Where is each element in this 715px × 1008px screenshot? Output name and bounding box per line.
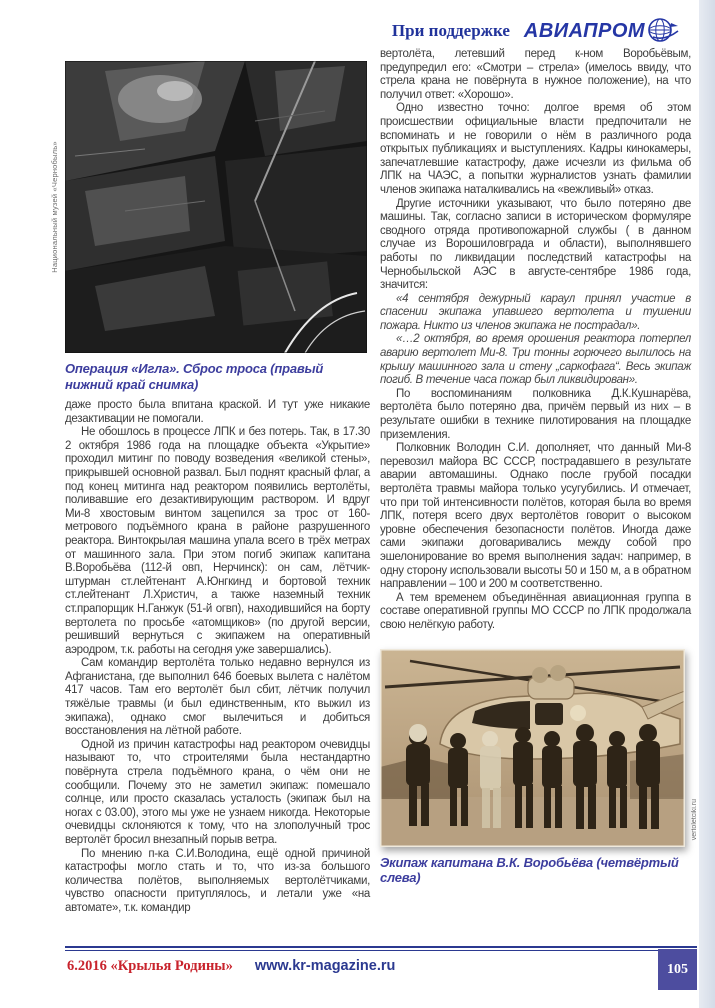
right-column bbox=[380, 48, 698, 916]
aviaprom-logo bbox=[524, 16, 679, 46]
page-header bbox=[380, 16, 691, 46]
aerial-photo-image bbox=[65, 61, 367, 353]
paragraph: Полковник Володин С.И. дополняет, что данный Ми-8 перевозил майора ВС СССР, пострадавшего в результате аварии автомашины. Однако после грубой посадки вертолёта травмы майора только усугубились. И отмечает, что при той интенсивности полётов, которая была во время ЛПК, потеря всего двух вертолётов говорит о высоком уровне обеспечения безопасности полётов. Иногда даже сами экипажи договаривались между собой про эшелонирование во время выполнения задач: например, в одну сторону использовали высоты 50 и 150 м, а в обратном направлении – 100 и 200 м соответственно. bbox=[380, 442, 691, 591]
photo-credit-right: vertoletciki.ru bbox=[691, 799, 698, 841]
paragraph: Сам командир вертолёта только недавно вернулся из Афганистана, где выполнил 646 боевых вылета с налётом 417 часов. Там его вертолёт был сбит, лётчик получил тяжёлые травмы (и был единственным, кто выжил из экипажа), однако смог вылечиться и добиться восстановления на лётной работе. bbox=[65, 657, 370, 738]
photo-crew-helicopter bbox=[380, 649, 698, 847]
paragraph: даже просто была впитана краской. И тут уже никакие дезактивации не помогали. bbox=[65, 399, 370, 425]
page-number-badge: 105 bbox=[658, 949, 697, 990]
caption-bottom-photo: Экипаж капитана В.К. Воробьёва (четвёртый слева) bbox=[380, 854, 679, 886]
footer bbox=[67, 958, 395, 975]
paragraph: вертолёта, летевший перед к-ном Воробьёвым, предупредил его: «Смотри – стрела» (имелось ввиду, что стрела крана не повёрнута в нужное положение), на что получил ответ: «Хорошо». bbox=[380, 48, 691, 101]
photo-credit-left: Национальный музей «Чернобыль» bbox=[50, 141, 59, 273]
page-edge-strip bbox=[699, 0, 715, 1008]
footer-divider bbox=[65, 946, 697, 951]
supported-by-label: При поддержке bbox=[391, 21, 510, 40]
paragraph: Одно известно точно: долгое время об этом происшествии официальные власти предпочитали не вспоминать и не говорили о нём в различного рода открытых публикациях и выступлениях. Кадры кинокамеры, запечатлевшие катастрофу, даже исчезли из фильма об ЛПК на ЧАЭС, а попытки журналистов узнать фамилии членов экипажа наталкивались на «вежливый» отказ. bbox=[380, 102, 691, 196]
paragraph: По воспоминаниям полковника Д.К.Кушнарёва, вертолёта было потеряно два, причём первый из них – в результате ошибки в технике пилотирования на площадке приземления. bbox=[380, 387, 691, 441]
paragraph: Не обошлось в процессе ЛПК и без потерь. Так, в 17.30 2 октября 1986 года на площадке объекта «Укрытие» проходил митинг по поводу возведения «великой стены», прикрывшей основной развал. Был поднят красный флаг, а под конец митинга над реактором появились вертолёты, поливавшие его дезактивирующим раствором. И вдруг Ми-8 хвостовым винтом зацепился за трос от 160- метрового подъёмного крана в районе разрушенного реактора. Винтокрылая машина упала всего в трёх метрах от машинного зала. При этом погиб экипаж капитана В.Воробьёва (112-й овп, Нерчинск): он сам, лётчик-штурман ст.лейтенант А.Юнгкинд и бортовой техник ст.лейтенант Л.Христич, а также наземный техник ст.прапорщик Н.Ганжук (51-й огвп), находившийся на борту вертолета по просьбе «атомщиков» (по другой версии, решивший вернуться с экипажем на оперативный аэродром, т.к. работы на сегодня уже завершались). bbox=[65, 426, 370, 656]
quote-paragraph: «4 сентября дежурный караул принял участие в спасении экипажа упавшего вертолета и тушении пожара. Никто из членов экипажа не пострадал». bbox=[380, 292, 691, 332]
left-column bbox=[50, 48, 370, 916]
globe-icon bbox=[645, 16, 679, 46]
crew-photo-image bbox=[380, 649, 685, 847]
paragraph: Другие источники указывают, что было потеряно две машины. Так, согласно записи в историческом формуляре сводного отряда противопожарной службы ( в данном случае из Ворошиловграда и области), выполнявшего работы по ликвидации последствий катастрофы на Чернобыльской АЭС в августе-сентябре 1986 года, значится: bbox=[380, 197, 691, 292]
paragraph: А тем временем объединённая авиационная группа в составе оперативной группы МО СССР по ЛПК продолжала свою нелёгкую работу. bbox=[380, 591, 691, 631]
caption-top-photo: Операция «Игла». Сброс троса (правый нижний край снимка) bbox=[65, 361, 324, 392]
paragraph: Одной из причин катастрофы над реактором очевидцы называют то, что строителями была нестандартно повёрнута стрела подъёмного крана, о чём они не сообщили. Почему это не заметил экипаж: помешало солнце, или просто сказалась усталость (экипаж был на ногах с 03.00), этого мы уже не узнаем никогда. Некоторые очевидцы склоняются к тому, что на злополучный трос вертолёт бросил внезапный порыв ветра. bbox=[65, 738, 370, 846]
footer-issue-label: 6.2016 «Крылья Родины» bbox=[67, 958, 233, 974]
aviaprom-logo-text: АВИАПРОМ bbox=[523, 19, 646, 42]
footer-website: www.kr-magazine.ru bbox=[254, 958, 396, 974]
paragraph: По мнению п-ка С.И.Володина, ещё одной причиной катастрофы могло стать и то, что из-за большого количества полётов, выполняемых вертолётчиками, чувство опасности притуплялось, и летали уже «на автомате», т.к. командир bbox=[65, 847, 370, 914]
quote-paragraph: «…2 октября, во время орошения реактора потерпел аварию вертолет Ми-8. Три тонны горючего вылилось на крышу машинного зала и стену „саркофага“. Весь экипаж погиб. В течение часа пожар был ликвидирован». bbox=[380, 333, 691, 387]
photo-chernobyl-aerial bbox=[50, 61, 367, 353]
two-column-body bbox=[50, 48, 698, 916]
